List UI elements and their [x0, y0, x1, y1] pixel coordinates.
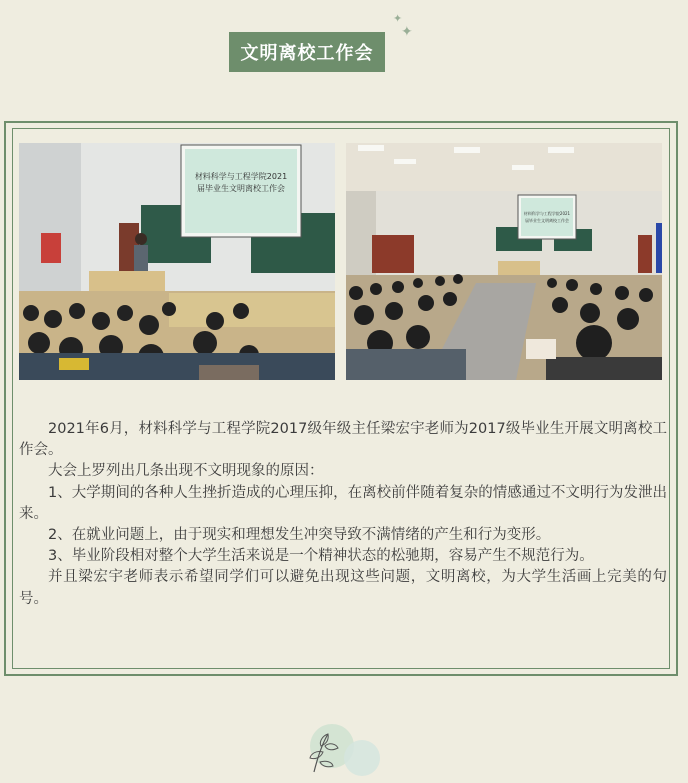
article-paragraph-2: 大会上罗列出几条出现不文明现象的原因： [48, 463, 324, 480]
article-paragraph-3: 1、大学期间的各种人生挫折造成的心理压抑，在离校前伴随着复杂的情感通过不文明行为发泄出来。 [19, 484, 667, 522]
meeting-photo-1 [19, 143, 335, 380]
page-title: 文明离校工作会 [240, 43, 374, 64]
article-paragraph-1: 2021年6月，材料科学与工程学院2017级年级主任梁宏宇老师为2017级毕业生开展文明离校工作会。 [19, 421, 667, 459]
meeting-photo-1-image [19, 143, 335, 380]
article-paragraph-6: 并且梁宏宇老师表示希望同学们可以避免出现这些问题，文明离校，为大学生活画上完美的句号。 [19, 569, 667, 607]
title-banner [229, 32, 385, 72]
meeting-photo-2 [346, 143, 662, 380]
article-body [19, 419, 667, 610]
article-paragraph-5: 3、毕业阶段相对整个大学生活来说是一个精神状态的松驰期，容易产生不规范行为。 [48, 548, 594, 565]
meeting-photo-2-image [346, 143, 662, 380]
slide-text-1a: 材料科学与工程学院2021 [194, 172, 288, 181]
article-paragraph-4: 2、在就业问题上，由于现实和理想发生冲突导致不满情绪的产生和行为变形。 [48, 527, 551, 544]
leaf-decoration [292, 716, 392, 776]
slide-text-1b: 届毕业生文明离校工作会 [197, 184, 285, 193]
slide-text-2b: 届毕业生文明离校工作会 [525, 218, 569, 223]
leaf-icon [292, 716, 392, 776]
sparkle-icon: ✦ [401, 24, 413, 40]
slide-text-2a: 材料科学与工程学院2021 [523, 211, 571, 216]
sparkle-icon: ✦ [393, 12, 403, 25]
